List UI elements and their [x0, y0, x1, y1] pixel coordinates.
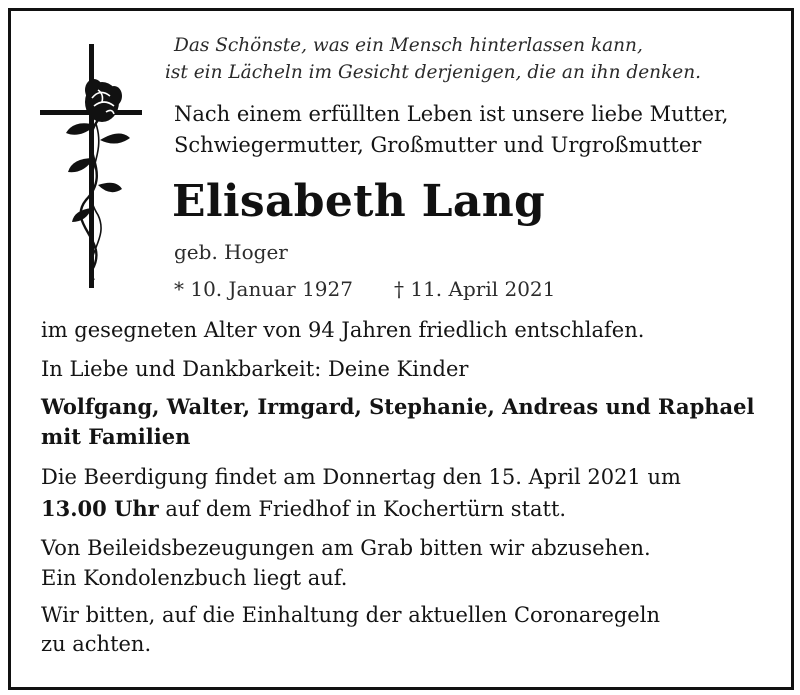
- condolence-line-2: Ein Kondolenzbuch liegt auf.: [41, 566, 348, 590]
- maiden-name: geb. Hoger: [174, 240, 288, 264]
- condolence-line-1: Von Beileidsbezeugungen am Grab bitten wir abzusehen.: [41, 536, 651, 560]
- corona-line-2: zu achten.: [41, 632, 152, 656]
- funeral-place: auf dem Friedhof in Kochertürn statt.: [158, 497, 567, 521]
- birth-date: * 10. Januar 1927: [174, 277, 353, 301]
- motto-line-1: Das Schönste, was ein Mensch hinterlassen kann,: [174, 35, 643, 56]
- intro-line-1: Nach einem erfüllten Leben ist unsere liebe Mutter,: [174, 102, 729, 126]
- deceased-name: Elisabeth Lang: [172, 176, 546, 227]
- children-line-1: Wolfgang, Walter, Irmgard, Stephanie, Andreas und Raphael: [41, 394, 755, 419]
- children-line-2: mit Familien: [41, 424, 191, 449]
- cross-with-rose-icon: [36, 40, 146, 292]
- funeral-line-2: [41, 498, 566, 520]
- death-date: † 11. April 2021: [394, 277, 556, 301]
- corona-line-1: Wir bitten, auf die Einhaltung der aktuellen Coronaregeln: [41, 603, 660, 627]
- age-line: im gesegneten Alter von 94 Jahren friedlich entschlafen.: [41, 318, 645, 342]
- love-line: In Liebe und Dankbarkeit: Deine Kinder: [41, 357, 469, 381]
- funeral-line-1: Die Beerdigung findet am Donnertag den 15. April 2021 um: [41, 465, 681, 489]
- motto-line-2: ist ein Lächeln im Gesicht derjenigen, die an ihn denken.: [165, 62, 702, 83]
- funeral-time: 13.00 Uhr: [41, 496, 159, 521]
- intro-line-2: Schwiegermutter, Großmutter und Urgroßmutter: [174, 133, 702, 157]
